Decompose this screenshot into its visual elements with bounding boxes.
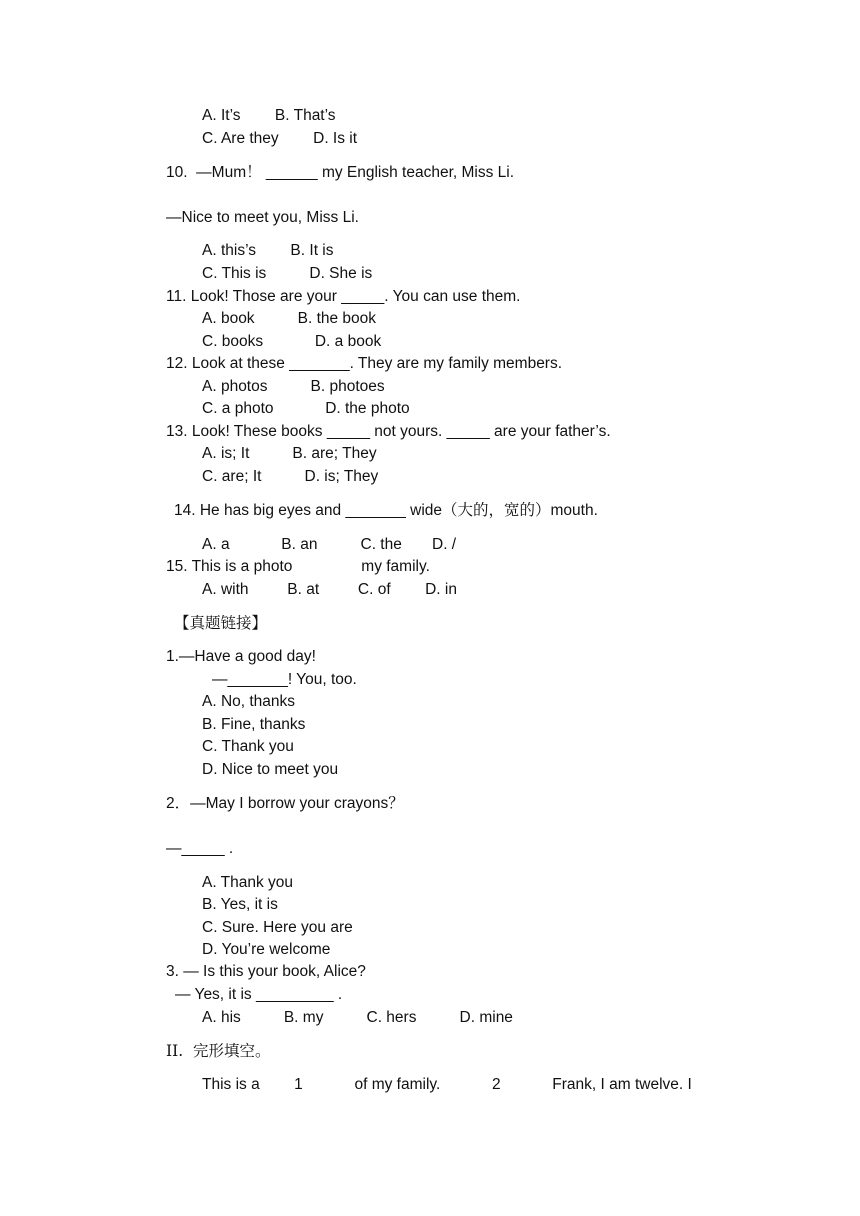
q14-options: A. a B. an C. the D. / <box>202 536 457 553</box>
q13-stem: 13. Look! These books _____ not yours. _____ are your father’s. <box>166 423 611 440</box>
q15-options: A. with B. at C. of D. in <box>202 581 457 598</box>
q10-options-row1: A. this’s B. It is <box>202 242 334 259</box>
q10-reply: —Nice to meet you, Miss Li. <box>166 209 359 226</box>
q10-options-row2: C. This is D. She is <box>202 265 373 282</box>
exam-q2-stem: 2．—May I borrow your crayons？ <box>166 795 404 812</box>
exam-q1-option-d: D. Nice to meet you <box>202 761 339 778</box>
section-heading-exam-link: 【真题链接】 <box>174 614 268 632</box>
exam-q2-option-c: C. Sure. Here you are <box>202 919 353 936</box>
q10-stem: 10. —Mum！ ______ my English teacher, Miss Li. <box>166 164 515 181</box>
q11-stem: 11. Look! Those are your _____. You can use them. <box>166 288 521 305</box>
section-heading-cloze: II. 完形填空。 <box>166 1042 271 1060</box>
exam-q1-option-a: A. No, thanks <box>202 693 296 710</box>
cloze-passage-line1: This is a 1 of my family. 2 Frank, I am twelve. I <box>202 1076 692 1093</box>
exam-q3-options: A. his B. my C. hers D. mine <box>202 1009 513 1026</box>
exam-q1-stem: 1.—Have a good day! <box>166 648 316 665</box>
q14-stem: 14. He has big eyes and _______ wide（大的，宽的）mouth. <box>174 502 598 519</box>
exam-q1-option-c: C. Thank you <box>202 738 294 755</box>
q12-options-row2: C. a photo D. the photo <box>202 400 410 417</box>
q11-options-row1: A. book B. the book <box>202 310 377 327</box>
exam-q3-stem: 3. — Is this your book, Alice? <box>166 963 366 980</box>
q13-options-row1: A. is; It B. are; They <box>202 445 377 462</box>
q12-stem: 12. Look at these _______. They are my family members. <box>166 355 563 372</box>
exam-q2-reply: —_____ . <box>166 840 234 857</box>
q11-options-row2: C. books D. a book <box>202 333 382 350</box>
exam-q2-option-d: D. You’re welcome <box>202 941 331 958</box>
q15-stem: 15. This is a photo my family. <box>166 558 430 575</box>
q9-options-row1: A. It’s B. That’s <box>202 107 336 124</box>
q13-options-row2: C. are; It D. is; They <box>202 468 379 485</box>
exam-q2-option-a: A. Thank you <box>202 874 294 891</box>
q12-options-row1: A. photos B. photoes <box>202 378 385 395</box>
exam-q2-option-b: B. Yes, it is <box>202 896 278 913</box>
exam-q1-option-b: B. Fine, thanks <box>202 716 306 733</box>
exam-q3-reply: — Yes, it is _________ . <box>175 986 343 1003</box>
exam-q1-reply: —_______! You, too. <box>212 671 357 688</box>
q9-options-row2: C. Are they D. Is it <box>202 130 358 147</box>
